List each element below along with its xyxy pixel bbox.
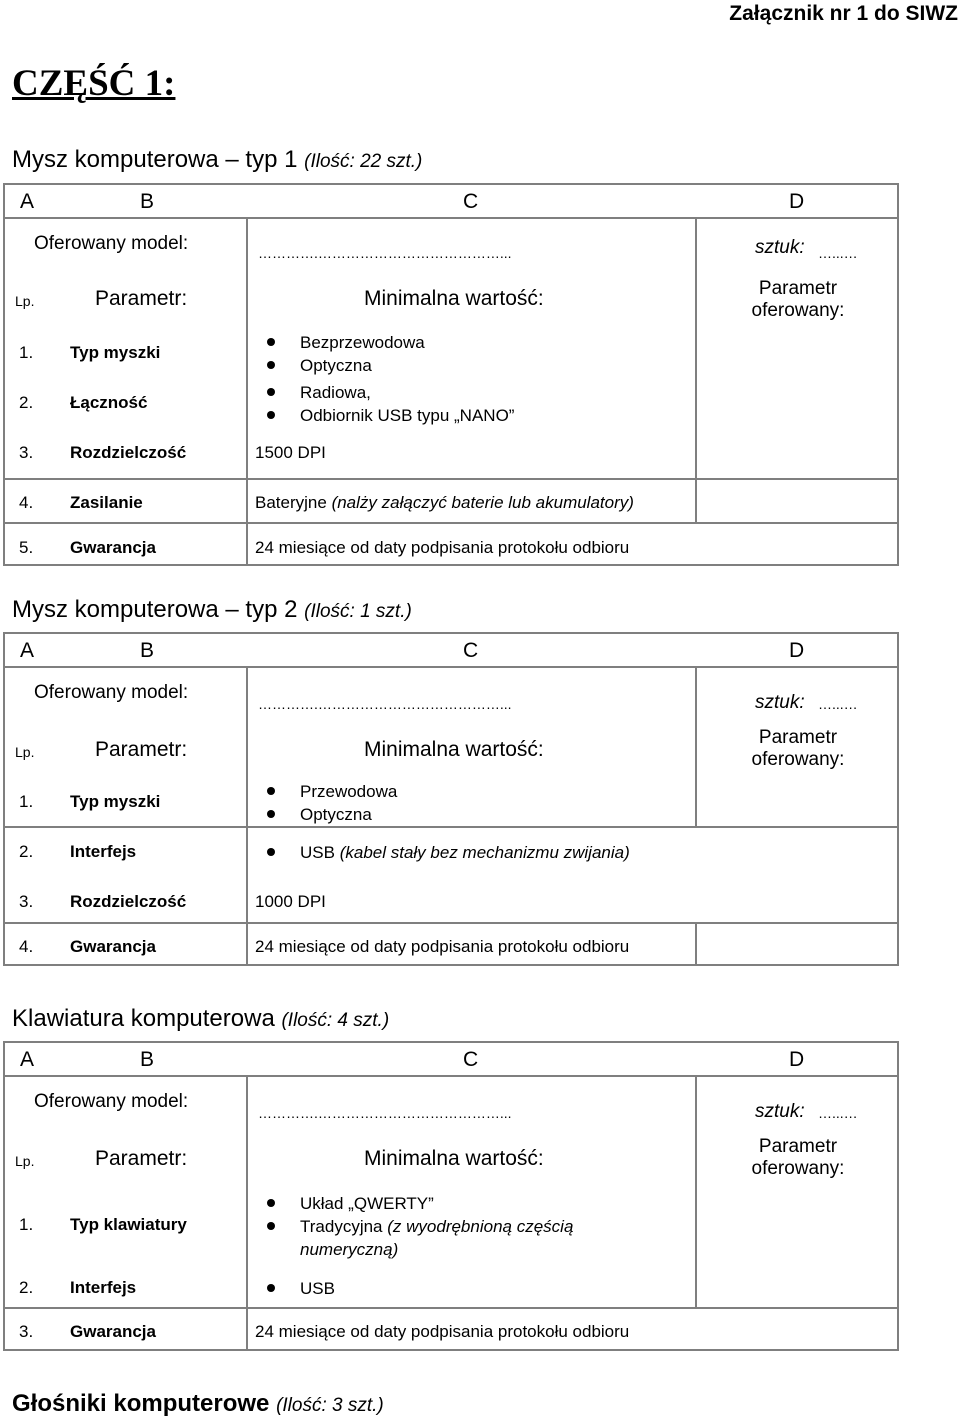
row-number: 2.	[19, 1278, 34, 1297]
spec-table-keyboard: A B C D Oferowany model: ………….…………………………………... sztuk: …...… Lp. Parametr: Minimalna wartość: Parametr oferowany: 1. Typ klawiatury Układ „QWERTY” Tradycyjna (z wyodrębnioną częścią numeryczną) 2. Interfejs USB 3. Gwarancja 24 miesiące od daty podpisania protokołu odbioru	[3, 1041, 899, 1351]
row-number: 3.	[19, 892, 34, 911]
offered-model-field[interactable]: ………….…………………………………...	[258, 696, 512, 712]
offered-model-label: Oferowany model:	[34, 1091, 189, 1112]
attachment-label: Załącznik nr 1 do SIWZ	[729, 2, 958, 25]
section-title	[12, 596, 412, 624]
min-value-header: Minimalna wartość:	[364, 1147, 544, 1170]
parameter-header: Parametr:	[95, 738, 188, 761]
parameter-name: Łączność	[70, 393, 148, 412]
lp-header: Lp.	[15, 744, 35, 760]
parameter-name: Typ myszki	[70, 343, 161, 362]
parameter-header: Parametr:	[95, 287, 188, 310]
section-name: Klawiatura komputerowa	[12, 1005, 275, 1032]
column-a-label: A	[20, 639, 35, 662]
section-name: Mysz komputerowa – typ 1	[12, 146, 298, 173]
section-quantity: (Ilość: 4 szt.)	[281, 1010, 390, 1031]
parameter-name: Typ myszki	[70, 792, 161, 811]
row-number: 1.	[19, 792, 34, 811]
section-name: Głośniki komputerowe	[12, 1390, 270, 1417]
parameter-name: Typ klawiatury	[70, 1215, 187, 1234]
column-c-label: C	[463, 1048, 479, 1071]
section-title	[12, 146, 422, 174]
param-offered-header: Parametr oferowany:	[751, 278, 845, 321]
row-number: 1.	[19, 1215, 34, 1234]
row-number: 1.	[19, 343, 34, 362]
quantity-label: sztuk:	[755, 1101, 805, 1122]
parameter-name: Gwarancja	[70, 937, 156, 956]
column-b-label: B	[140, 190, 155, 213]
part-title: CZĘŚĆ 1:	[12, 63, 176, 104]
lp-header: Lp.	[15, 293, 35, 309]
column-b-label: B	[140, 639, 155, 662]
parameter-name: Interfejs	[70, 1278, 137, 1297]
quantity-label: sztuk:	[755, 237, 805, 258]
min-value: Bateryjne (nalży załączyć baterie lub akumulatory)	[255, 493, 634, 512]
row-number: 5.	[19, 538, 34, 557]
column-d-label: D	[789, 639, 805, 662]
min-value-header: Minimalna wartość:	[364, 738, 544, 761]
section-title	[12, 1005, 389, 1033]
min-value: 1000 DPI	[255, 892, 326, 911]
column-a-label: A	[20, 1048, 35, 1071]
section-title	[12, 1390, 384, 1418]
parameter-header: Parametr:	[95, 1147, 188, 1170]
offered-model-label: Oferowany model:	[34, 233, 189, 254]
column-d-label: D	[789, 190, 805, 213]
section-quantity: (Ilość: 1 szt.)	[304, 601, 412, 622]
lp-header: Lp.	[15, 1153, 35, 1169]
min-value: 24 miesiące od daty podpisania protokołu odbioru	[255, 538, 630, 557]
quantity-field[interactable]: …...…	[818, 696, 858, 712]
parameter-name: Zasilanie	[70, 493, 143, 512]
section-quantity: (Ilość: 22 szt.)	[304, 151, 423, 172]
min-value: 24 miesiące od daty podpisania protokołu odbioru	[255, 1322, 630, 1341]
column-a-label: A	[20, 190, 35, 213]
row-number: 4.	[19, 937, 34, 956]
row-number: 2.	[19, 842, 34, 861]
parameter-name: Rozdzielczość	[70, 443, 187, 462]
parameter-name: Interfejs	[70, 842, 137, 861]
min-value: 1500 DPI	[255, 443, 326, 462]
param-offered-header: Parametr oferowany:	[751, 1136, 845, 1179]
row-number: 3.	[19, 443, 34, 462]
row-number: 2.	[19, 393, 34, 412]
param-offered-header: Parametr oferowany:	[751, 727, 845, 770]
quantity-field[interactable]: …...…	[818, 1105, 858, 1121]
section-quantity: (Ilość: 3 szt.)	[276, 1395, 384, 1416]
row-number: 4.	[19, 493, 34, 512]
spec-table-mouse-1: A B C D Oferowany model: ………….…………………………………... sztuk: …...… Lp. Parametr: Minimalna wartość: Parametr oferowany: 1. Typ myszki 2. Łączność 3. Rozdzielczość 1500 DPI Bezprzewodowa Optyczna Radiowa, Odbiornik USB typu „NANO” 4. Zasilanie Bateryjne (nalży załączyć baterie lub akumulatory) 5. Gwarancja 24 miesiące od daty podpisania protokołu odbioru	[3, 183, 899, 566]
column-c-label: C	[463, 190, 479, 213]
row-number: 3.	[19, 1322, 34, 1341]
section-name: Mysz komputerowa – typ 2	[12, 596, 298, 623]
parameter-name: Rozdzielczość	[70, 892, 187, 911]
quantity-label: sztuk:	[755, 692, 805, 713]
quantity-field[interactable]: …...…	[818, 245, 858, 261]
offered-model-field[interactable]: ………….…………………………………...	[258, 245, 512, 261]
min-value: 24 miesiące od daty podpisania protokołu odbioru	[255, 937, 630, 956]
parameter-name: Gwarancja	[70, 1322, 156, 1341]
column-d-label: D	[789, 1048, 805, 1071]
column-c-label: C	[463, 639, 479, 662]
offered-model-field[interactable]: ………….…………………………………...	[258, 1105, 512, 1121]
min-value-header: Minimalna wartość:	[364, 287, 544, 310]
offered-model-label: Oferowany model:	[34, 682, 189, 703]
spec-table-mouse-2: A B C D Oferowany model: ………….…………………………………... sztuk: …...… Lp. Parametr: Minimalna wartość: Parametr oferowany: 1. Typ myszki Przewodowa Optyczna 2. Interfejs USB (kabel stały bez mechanizmu zwijania) 3. Rozdzielczość 1000 DPI 4. Gwarancja 24 miesiące od daty podpisania protokołu odbioru	[3, 632, 899, 966]
parameter-name: Gwarancja	[70, 538, 156, 557]
column-b-label: B	[140, 1048, 155, 1071]
